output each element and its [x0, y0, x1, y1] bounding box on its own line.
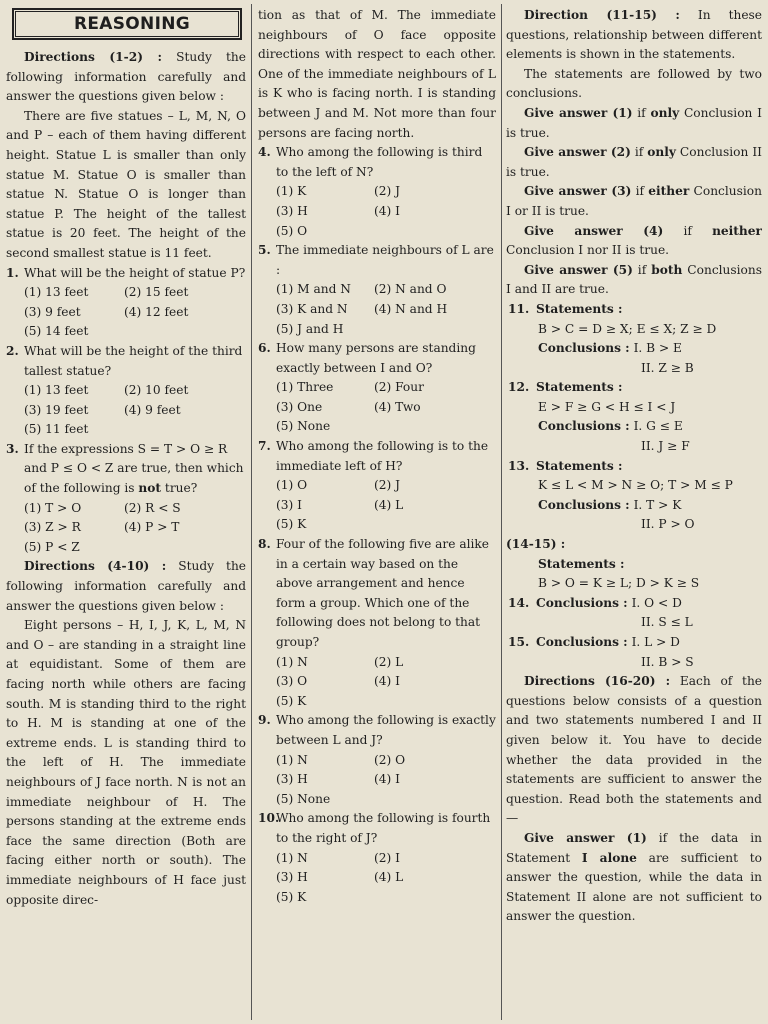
option: (1) 13 feet	[24, 285, 89, 300]
option: (2) O	[374, 752, 406, 767]
option: (3) I	[276, 497, 302, 512]
option: (4) I	[374, 674, 400, 689]
option: (1) Three	[276, 380, 334, 395]
option: (4) N and H	[374, 301, 448, 316]
column-2	[258, 6, 496, 1020]
options-6	[258, 378, 496, 437]
option: (2) 15 feet	[124, 285, 189, 300]
option: (3) 9 feet	[24, 304, 81, 319]
option: (5) P < Z	[24, 539, 80, 554]
option: (2) N and O	[374, 282, 447, 297]
section-title: REASONING	[15, 11, 239, 37]
option: (5) 11 feet	[24, 422, 89, 437]
give-answer-5: Give answer (5) if both Conclusions I and II are true.	[506, 262, 762, 297]
followed-note: The statements are followed by two conclusions.	[506, 66, 762, 101]
option: (3) H	[276, 772, 308, 787]
give-answer-3: Give answer (3) if either Conclusion I or II is true.	[506, 184, 762, 218]
options-3	[6, 499, 246, 558]
option: (5) 14 feet	[24, 324, 89, 339]
question-11: 11. Statements :	[508, 301, 623, 316]
column-divider-2	[501, 4, 502, 1020]
question-14: 14. Conclusions : I. O < D	[508, 595, 682, 610]
option: (2) L	[374, 654, 404, 669]
option: (2) I	[374, 850, 400, 865]
options-10	[258, 849, 496, 908]
give-answer-4: Give answer (4) if neither Conclusion I nor II is true.	[506, 223, 762, 258]
option: (5) K	[276, 889, 307, 904]
option: (2) J	[374, 478, 401, 493]
option: (4) 12 feet	[124, 304, 189, 319]
conclusion-15-2: II. B > S	[641, 654, 694, 669]
question-3: 3. If the expressions S = T > O ≥ R and P ≤ O < Z are true, then which of the following is not true?	[6, 441, 244, 496]
option: (2) Four	[374, 380, 424, 395]
conclusion-12-2: II. J ≥ F	[641, 439, 690, 454]
column-1	[6, 6, 246, 1020]
conclusion-12-1: Conclusions : I. G ≤ E	[538, 419, 683, 434]
group-14-15: (14-15) :	[506, 537, 566, 552]
options-9	[258, 751, 496, 810]
passage-statues: There are five statues – L, M, N, O and P – each of them having different height. Statue L is smaller than only statue M. Statue O is smaller than statue N. Statue O is longer than statue P. The height of the tallest statue is 20 feet. The height of the second smallest statue is 11 feet.	[6, 108, 246, 260]
statement-11: B > C = D ≥ X; E ≤ X; Z ≥ D	[538, 321, 717, 336]
question-6: 6. How many persons are standing exactly between I and O?	[258, 341, 476, 375]
option: (1) K	[276, 184, 307, 199]
option: (1) N	[276, 752, 308, 767]
column-divider-1	[251, 4, 252, 1020]
option: (1) M and N	[276, 282, 351, 297]
question-8: 8. Four of the following five are alike in a certain way based on the above arrangement and hence form a group. Which one of the following does not belong to that group?	[258, 537, 490, 649]
option: (3) O	[276, 674, 308, 689]
question-15: 15. Conclusions : I. L > D	[508, 635, 680, 649]
option: (5) O	[276, 223, 308, 238]
options-2	[6, 381, 246, 440]
question-13: 13. Statements :	[508, 458, 623, 473]
option: (2) R < S	[124, 500, 181, 515]
option: (5) None	[276, 419, 331, 434]
option: (1) N	[276, 654, 308, 669]
options-4	[258, 182, 496, 241]
option: (5) J and H	[276, 321, 344, 336]
conclusion-11-2: II. Z ≥ B	[641, 360, 694, 375]
question-12: 12. Statements :	[508, 380, 623, 395]
option: (3) H	[276, 203, 308, 218]
statement-14-15-label: Statements :	[538, 556, 625, 571]
option: (1) N	[276, 850, 308, 865]
option: (3) K and N	[276, 301, 348, 316]
option: (3) One	[276, 399, 323, 414]
conclusion-14-2: II. S ≤ L	[641, 615, 693, 630]
option: (1) O	[276, 478, 308, 493]
passage-persons-continued: tion as that of M. The immediate neighbours of O face opposite directions with respect to each other. One of the immediate neighbours of L is K who is facing north. I is standing between J and M. Not more than four persons are facing north.	[258, 8, 496, 140]
directions-16-20: Directions (16-20) : Each of the questions below consists of a question and two statements numbered I and II given below it. You have to decide whether the data provided in the statements are sufficient to answer the question. Read both the statements and —	[506, 674, 762, 826]
option: (4) L	[374, 497, 404, 512]
option: (4) Two	[374, 399, 421, 414]
conclusion-11-1: Conclusions : I. B > E	[538, 341, 682, 356]
question-5: 5. The immediate neighbours of L are :	[258, 243, 494, 277]
option: (3) H	[276, 870, 308, 885]
option: (4) I	[374, 203, 400, 218]
option: (2) 10 feet	[124, 383, 189, 398]
statement-13: K ≤ L < M > N ≥ O; T > M ≤ P	[538, 478, 733, 493]
give-answer-1: Give answer (1) if only Conclusion I is true.	[506, 105, 762, 140]
option: (4) P > T	[124, 520, 180, 535]
option: (3) Z > R	[24, 520, 81, 535]
conclusion-13-1: Conclusions : I. T > K	[538, 497, 682, 512]
option: (4) 9 feet	[124, 402, 181, 417]
section-banner	[12, 8, 242, 40]
column-3	[506, 6, 762, 1020]
options-5	[258, 280, 496, 339]
question-7: 7. Who among the following is to the immediate left of H?	[258, 439, 489, 473]
question-9: 9. Who among the following is exactly between L and J?	[258, 713, 496, 747]
directions-11-15: Direction (11-15) : In these questions, relationship between different elements is shown in the statements.	[506, 8, 762, 62]
option: (1) 13 feet	[24, 383, 89, 398]
option: (2) J	[374, 184, 401, 199]
passage-persons: Eight persons – H, I, J, K, L, M, N and O – are standing in a straight line at equidistant. Some of them are facing north while others are facing south. M is standing third to the right to H. M is standing at one of the extreme ends. L is standing third to the left of H. The immediate neighbours of J face north. N is not an immediate neighbour of H. The persons standing at the extreme ends face the same direction (Both are facing either north or south). The immediate neighbours of H face just opposite direc-	[6, 618, 246, 907]
statement-14-15: B > O = K ≥ L; D > K ≥ S	[538, 576, 700, 591]
question-4: 4. Who among the following is third to the left of N?	[258, 145, 483, 179]
option: (5) None	[276, 791, 331, 806]
question-10: 10. Who among the following is fourth to the right of J?	[258, 811, 491, 845]
question-2: 2. What will be the height of the third tallest statue?	[6, 343, 243, 378]
option: (4) I	[374, 772, 400, 787]
options-7	[258, 476, 496, 535]
option: (1) T > O	[24, 500, 82, 515]
question-1: 1. What will be the height of statue P?	[6, 265, 246, 280]
options-8	[258, 653, 496, 712]
option: (5) K	[276, 517, 307, 532]
option: (4) L	[374, 870, 404, 885]
give-answer-2: Give answer (2) if only Conclusion II is true.	[506, 145, 762, 179]
give-answer-16-1: Give answer (1) if the data in Statement I alone are sufficient to answer the question, while the data in Statement II alone are not sufficient to answer the question.	[506, 830, 762, 924]
conclusion-13-2: II. P > O	[641, 517, 695, 532]
option: (5) K	[276, 693, 307, 708]
options-1	[6, 283, 246, 342]
directions-4-10: Directions (4-10) : Study the following information carefully and answer the questions given below :	[6, 559, 246, 613]
option: (3) 19 feet	[24, 402, 89, 417]
statement-12: E > F ≥ G < H ≤ I < J	[538, 399, 676, 414]
directions-1-2: Directions (1-2) : Study the following information carefully and answer the questions given below :	[6, 50, 246, 104]
